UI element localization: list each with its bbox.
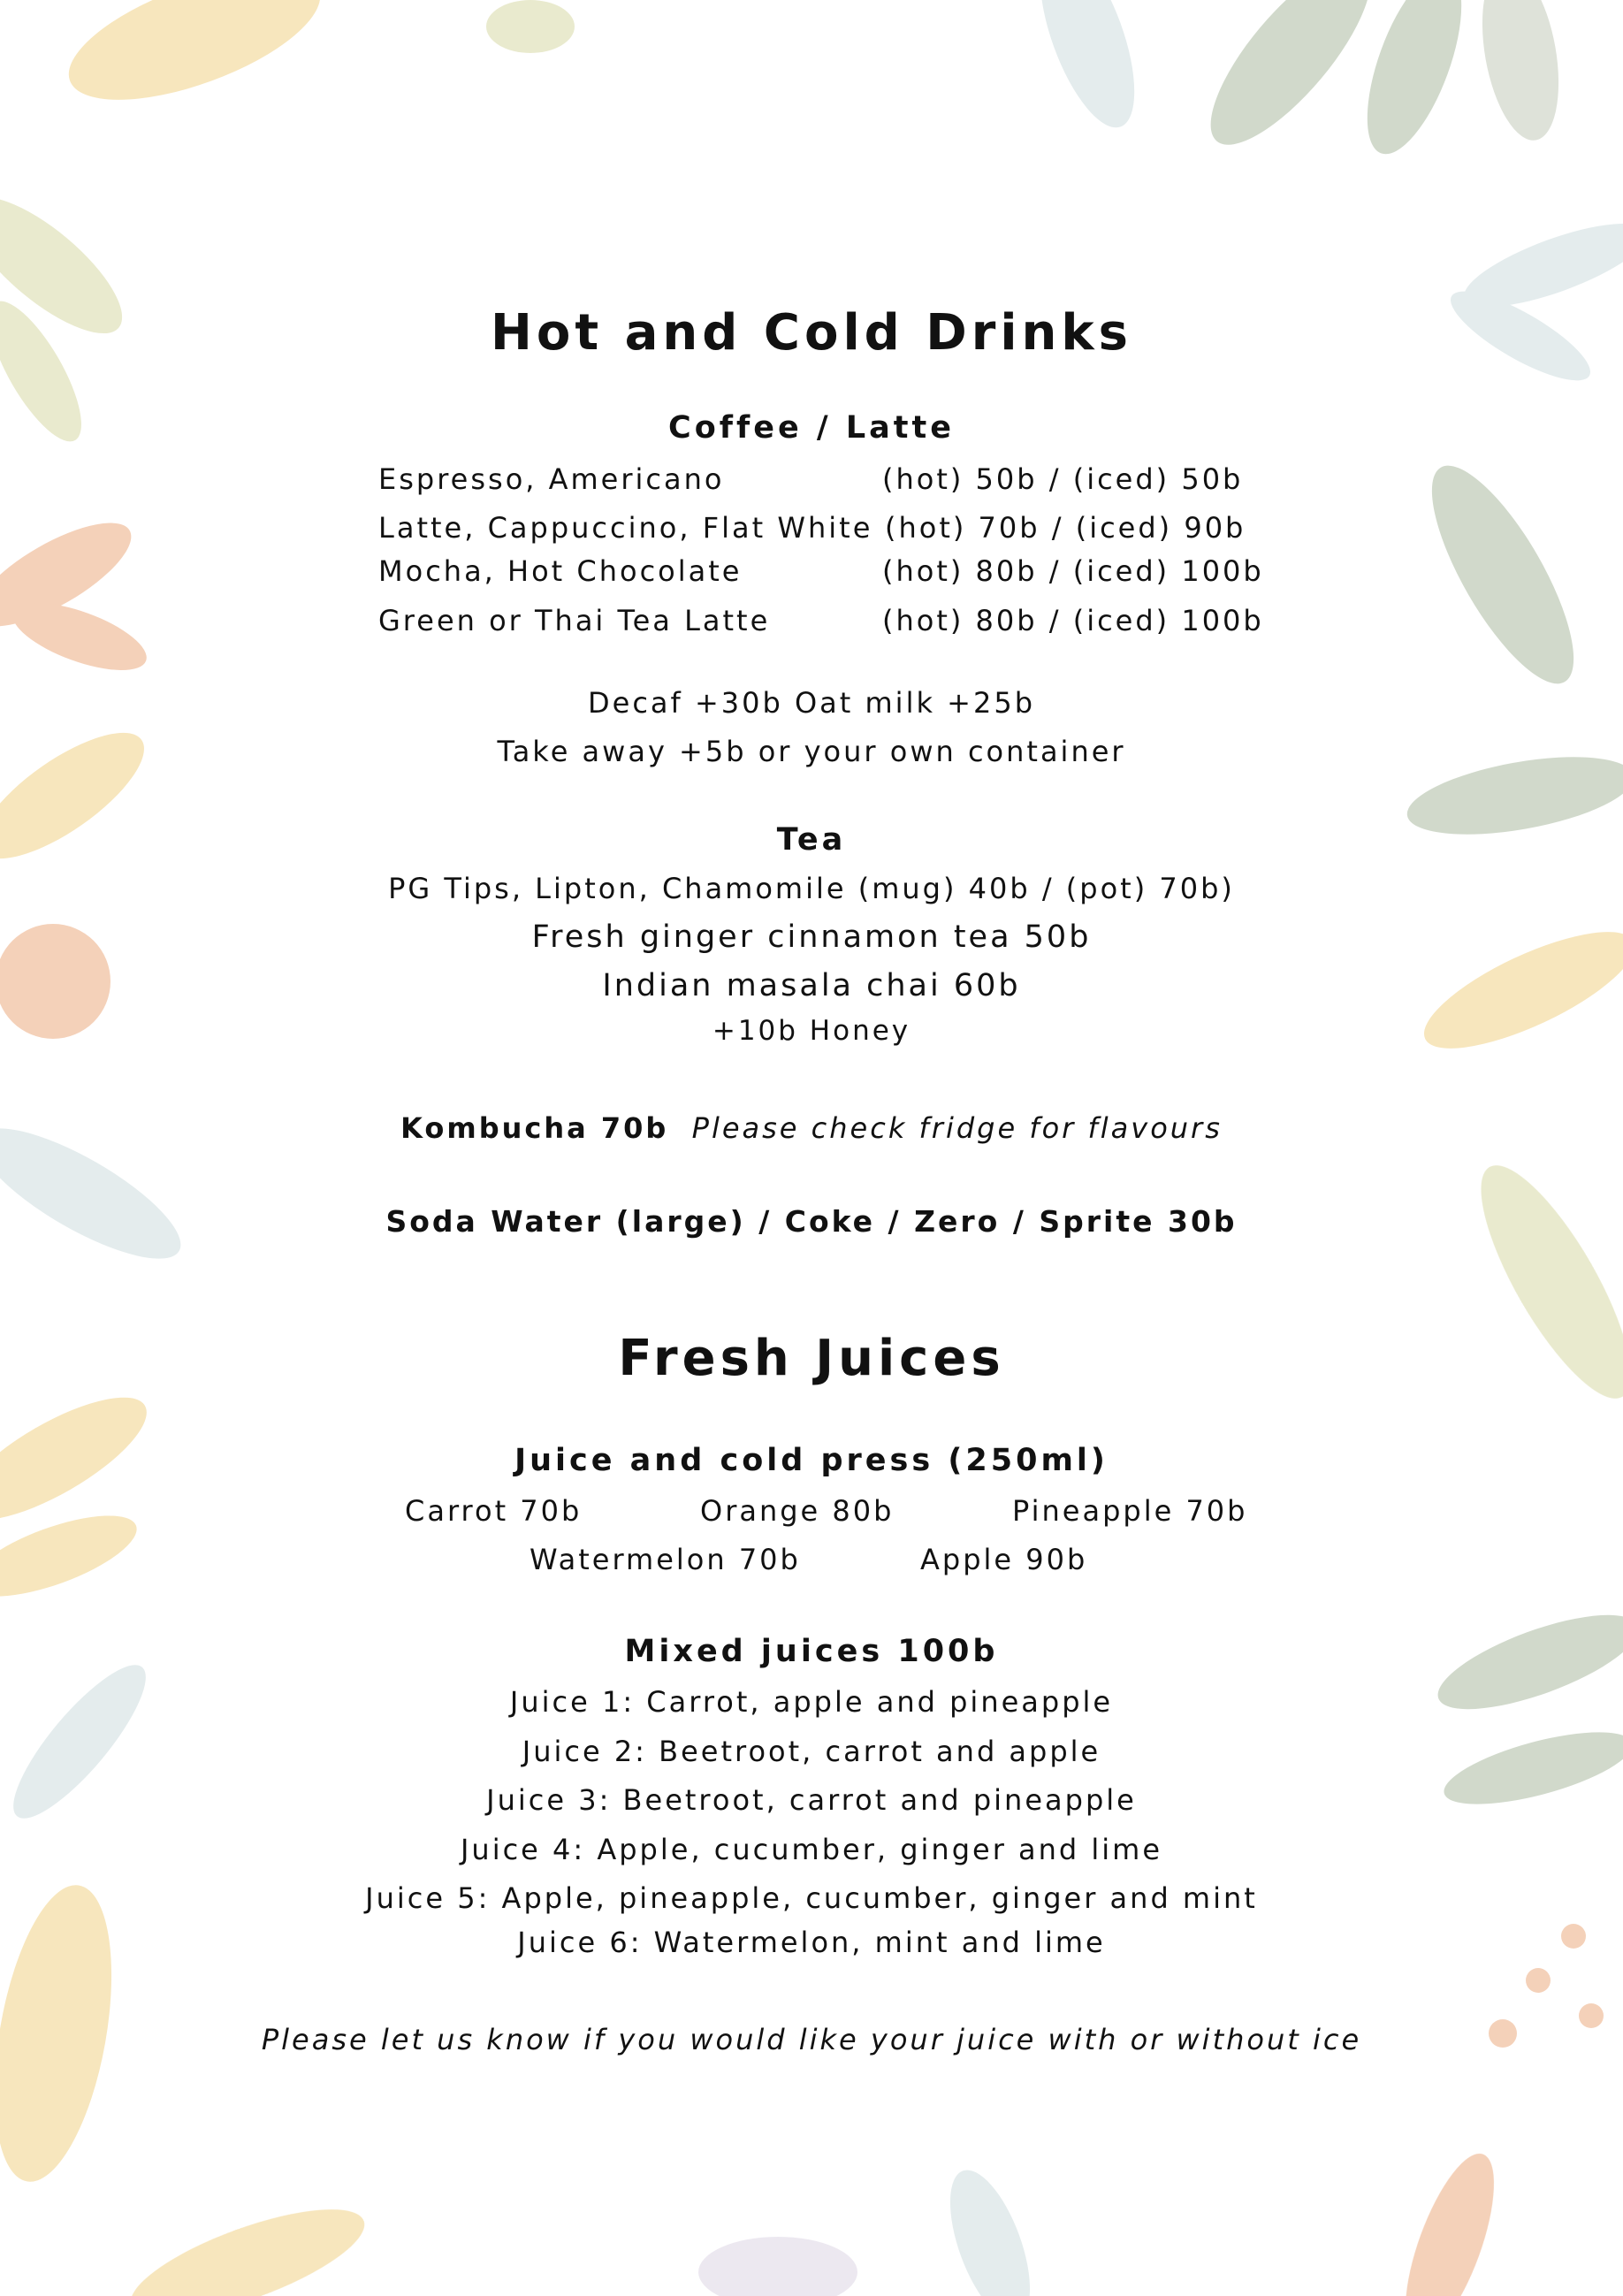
title-fresh-juices: Fresh Juices [618, 1330, 1005, 1387]
juice-item: Apple 90b [920, 1543, 1088, 1576]
coffee-extras: Decaf +30b Oat milk +25b [588, 686, 1035, 720]
mixed-juice-item: Juice 5: Apple, pineapple, cucumber, ginger and mint [365, 1881, 1258, 1915]
heading-tea: Tea [776, 822, 847, 858]
coffee-item-name: Espresso, Americano [378, 462, 725, 496]
coffee-item-name: Mocha, Hot Chocolate [378, 554, 743, 588]
heading-coffee-latte: Coffee / Latte [668, 410, 955, 446]
tea-line-3: Indian masala chai 60b [602, 968, 1021, 1003]
coffee-takeaway: Take away +5b or your own container [497, 735, 1126, 768]
mixed-juice-item: Juice 6: Watermelon, mint and lime [517, 1926, 1106, 1959]
kombucha-line [0, 1111, 1623, 1145]
title-hot-cold-drinks: Hot and Cold Drinks [491, 304, 1132, 362]
juice-item: Watermelon 70b [530, 1543, 801, 1576]
heading-mixed-juices: Mixed juices 100b [624, 1634, 999, 1669]
coffee-item-name: Green or Thai Tea Latte [378, 604, 771, 637]
mixed-juice-item: Juice 2: Beetroot, carrot and apple [522, 1735, 1101, 1768]
coffee-item-price: (hot) 70b / (iced) 90b [885, 511, 1246, 545]
mixed-juice-item: Juice 4: Apple, cucumber, ginger and lime [460, 1833, 1163, 1866]
coffee-item-price: (hot) 80b / (iced) 100b [882, 554, 1264, 588]
juice-ice-note: Please let us know if you would like your juice with or without ice [261, 2023, 1362, 2056]
coffee-item-price: (hot) 50b / (iced) 50b [882, 462, 1244, 496]
mixed-juice-item: Juice 3: Beetroot, carrot and pineapple [486, 1783, 1137, 1817]
juice-item: Pineapple 70b [1012, 1494, 1248, 1528]
kombucha-note: Please check fridge for flavours [691, 1111, 1223, 1145]
heading-cold-press: Juice and cold press (250ml) [514, 1443, 1109, 1478]
tea-line-2: Fresh ginger cinnamon tea 50b [531, 919, 1092, 955]
coffee-item-price: (hot) 80b / (iced) 100b [882, 604, 1264, 637]
juice-item: Orange 80b [700, 1494, 895, 1528]
mixed-juice-item: Juice 1: Carrot, apple and pineapple [509, 1685, 1114, 1719]
coffee-item-name: Latte, Cappuccino, Flat White [378, 511, 873, 545]
tea-line-1: PG Tips, Lipton, Chamomile (mug) 40b / (pot) 70b) [388, 872, 1235, 905]
kombucha-label: Kombucha 70b [400, 1111, 669, 1145]
tea-honey: +10b Honey [712, 1015, 911, 1047]
juice-item: Carrot 70b [405, 1494, 583, 1528]
soda-line: Soda Water (large) / Coke / Zero / Sprite 30b [385, 1204, 1238, 1239]
